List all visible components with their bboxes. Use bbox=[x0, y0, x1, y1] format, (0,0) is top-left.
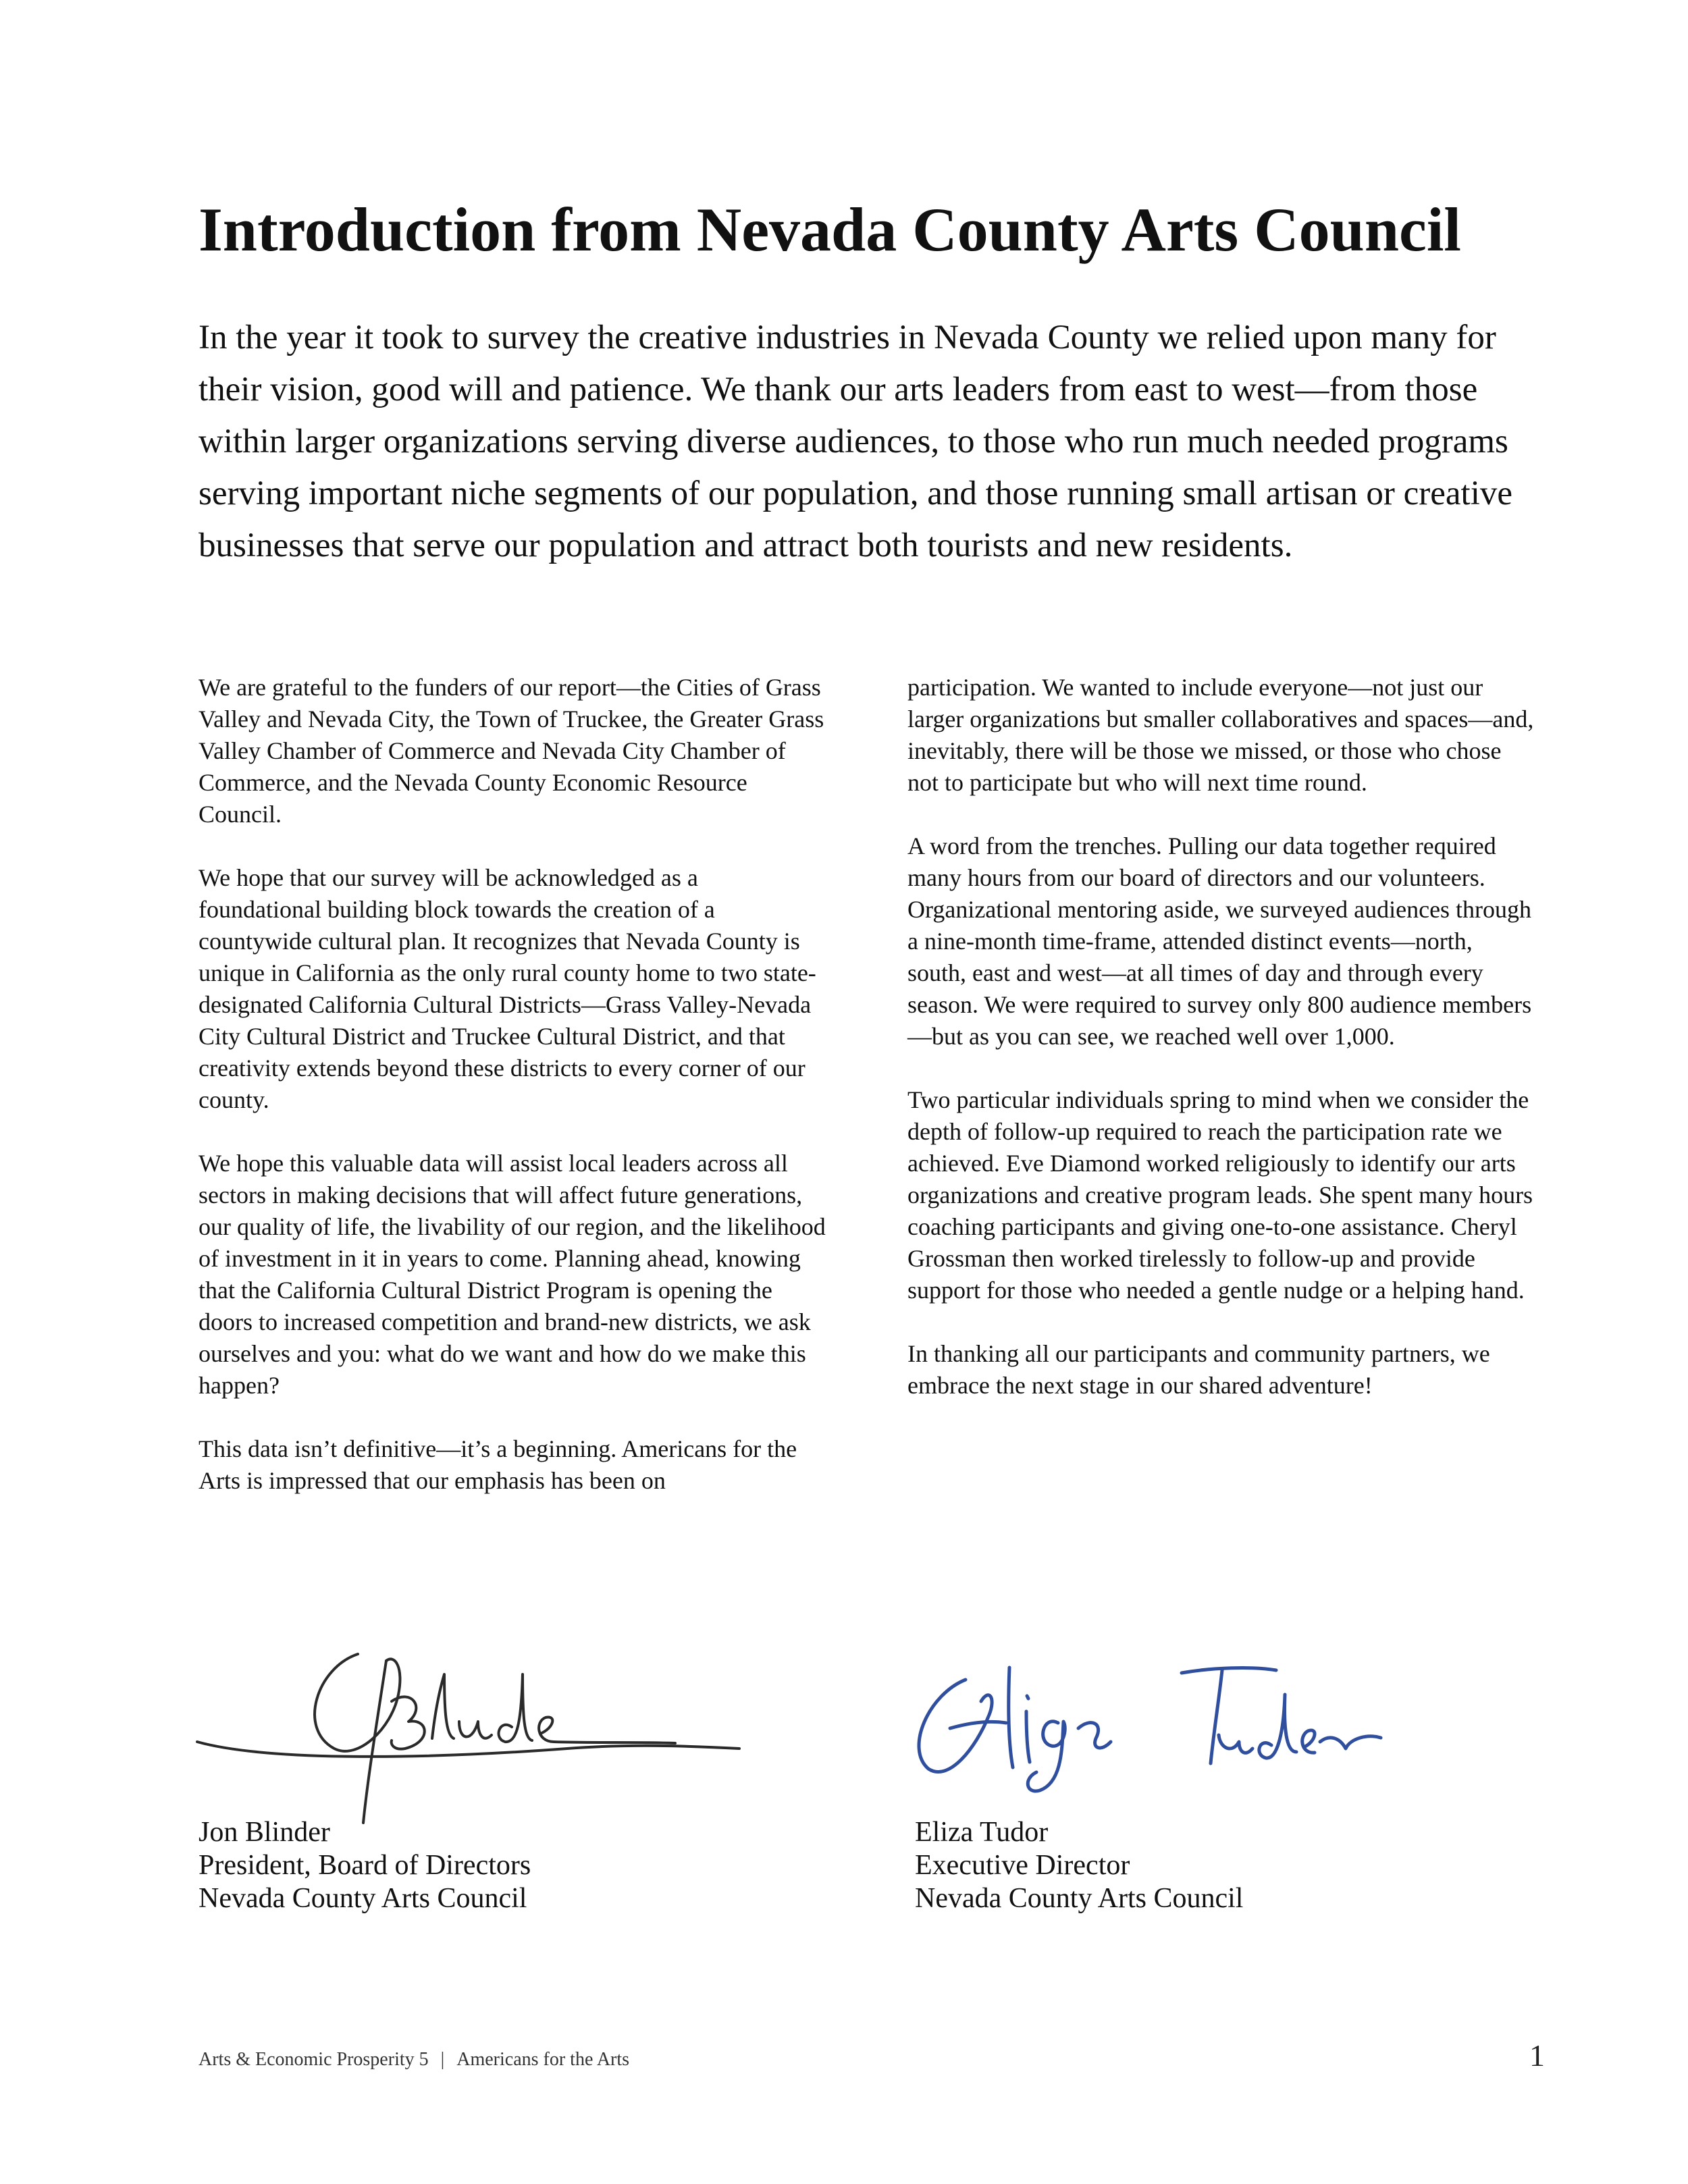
right-column bbox=[907, 672, 1535, 1433]
signature-eliza-tudor bbox=[901, 1647, 1388, 1796]
signer-jon-blinder bbox=[199, 1816, 531, 1915]
right-paragraph-4: In thanking all our participants and community partners, we embrace the next stage in our shared adventure! bbox=[907, 1340, 1490, 1399]
signer-organization: Nevada County Arts Council bbox=[199, 1883, 527, 1914]
signer-role: President, Board of Directors bbox=[199, 1850, 531, 1881]
left-paragraph-4: This data isn’t definitive—it’s a beginning. Americans for the Arts is impressed that our emphasis has been on bbox=[199, 1435, 797, 1494]
page-footer bbox=[199, 2049, 629, 2071]
right-paragraph-1: participation. We wanted to include everyone—not just our larger organizations but smaller collaboratives and spaces—and, inevitably, there will be those we missed, or those who chose not to participate but who will next time round. bbox=[907, 674, 1534, 796]
left-column bbox=[199, 672, 826, 1528]
left-paragraph-2: We hope that our survey will be acknowledged as a foundational building block towards the creation of a countywide cultural plan. It recognizes that Nevada County is unique in California as the only rural county home to two state-designated California Cultural Districts—Grass Valley-Nevada City Cultural District and Truckee Cultural District, and that creativity extends beyond these districts to every corner of our county. bbox=[199, 864, 816, 1113]
footer-separator: | bbox=[440, 2049, 445, 2070]
signer-organization: Nevada County Arts Council bbox=[915, 1883, 1244, 1914]
right-paragraph-2: A word from the trenches. Pulling our data together required many hours from our board of directors and our volunteers. Organizational mentoring aside, we surveyed audiences through a nine-month time-frame, attended distinct events—north, south, east and west—at all times of day and through every season. We were required to survey only 800 audience members—but as you can see, we reached well over 1,000. bbox=[907, 832, 1532, 1050]
page-number: 1 bbox=[1529, 2038, 1545, 2073]
signer-eliza-tudor bbox=[915, 1816, 1243, 1915]
footer-organization: Americans for the Arts bbox=[456, 2049, 630, 2070]
signature-jon-blinder bbox=[189, 1647, 749, 1836]
right-paragraph-3: Two particular individuals spring to mind when we consider the depth of follow-up required to reach the participation rate we achieved. Eve Diamond worked religiously to identify our arts organizations and creative program leads. She spent many hours coaching participants and giving one-to-one assistance. Cheryl Grossman then worked tirelessly to follow-up and provide support for those who needed a gentle nudge or a helping hand. bbox=[907, 1086, 1533, 1304]
page-title: Introduction from Nevada County Arts Council bbox=[199, 195, 1461, 264]
signer-name: Eliza Tudor bbox=[915, 1817, 1049, 1848]
footer-publication: Arts & Economic Prosperity 5 bbox=[199, 2049, 429, 2070]
signer-role: Executive Director bbox=[915, 1850, 1130, 1881]
left-paragraph-3: We hope this valuable data will assist local leaders across all sectors in making decisions that will affect future generations, our quality of life, the livability of our region, and the likelihood of investment in it in years to come. Planning ahead, knowing that the California Cultural District Program is opening the doors to increased competition and brand-new districts, we ask ourselves and you: what do we want and how do we make this happen? bbox=[199, 1150, 826, 1399]
left-paragraph-1: We are grateful to the funders of our report—the Cities of Grass Valley and Nevada City, the Town of Truckee, the Greater Grass Valley Chamber of Commerce and Nevada City Chamber of Commerce, and the Nevada County Economic Resource Council. bbox=[199, 674, 824, 828]
intro-lede: In the year it took to survey the creative industries in Nevada County we relied upon many for their vision, good will and patience. We thank our arts leaders from east to west—from those within larger organizations serving diverse audiences, to those who run much needed programs serving important niche segments of our population, and those running small artisan or creative businesses that serve our population and attract both tourists and new residents. bbox=[199, 319, 1513, 564]
signer-name: Jon Blinder bbox=[199, 1817, 330, 1848]
